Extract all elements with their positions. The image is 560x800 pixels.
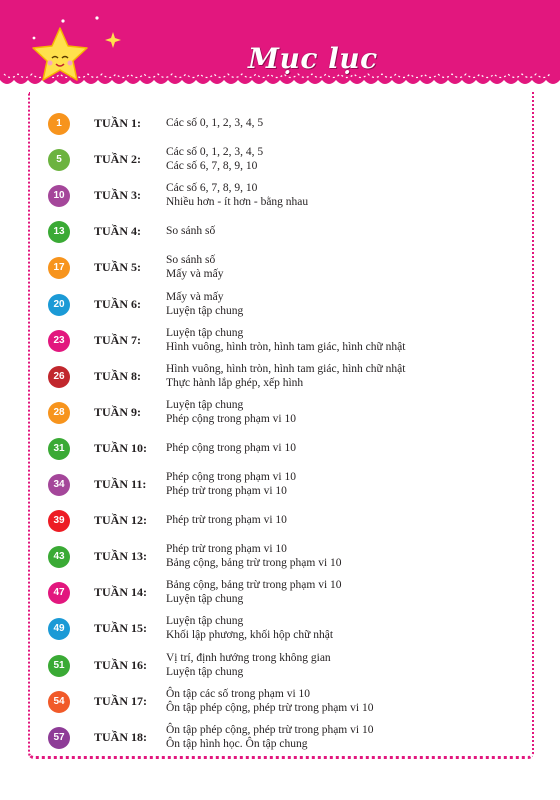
page-number-badge: 49 (48, 618, 70, 640)
topic-item: Ôn tập hình học. Ôn tập chung (166, 737, 308, 750)
topic-item: Các số 6, 7, 8, 9, 10 (166, 182, 258, 195)
week-label: TUẦN 4: (94, 224, 141, 239)
header-banner (0, 0, 560, 92)
topic-item: Hình vuông, hình tròn, hình tam giác, hình chữ nhật (166, 362, 406, 375)
week-label: TUẦN 17: (94, 693, 147, 708)
topic-item: Luyện tập chung (166, 398, 244, 411)
topic-item: Phép cộng trong phạm vi 10 (166, 441, 296, 454)
topic-item: Luyện tập chung (166, 665, 244, 678)
topic-item: Phép trừ trong phạm vi 10 (166, 485, 287, 497)
page-number-badge: 54 (48, 691, 70, 713)
topic-item: Khối lập phương, khối hộp chữ nhật (166, 629, 334, 642)
week-label: TUẦN 2: (94, 152, 141, 167)
toc-row[interactable] (0, 360, 560, 394)
topic-item: So sánh số (166, 254, 216, 267)
topic-list (166, 687, 373, 715)
page-number-badge: 39 (48, 510, 70, 532)
week-label: TUẦN 9: (94, 404, 141, 419)
week-label: TUẦN 3: (94, 188, 141, 203)
toc-row[interactable] (0, 504, 560, 538)
topic-item: Luyện tập chung (166, 326, 244, 339)
week-label: TUẦN 13: (94, 549, 147, 564)
page-number-badge: 57 (48, 727, 70, 749)
topic-list (166, 224, 215, 238)
topic-list (166, 116, 263, 130)
topic-item: Luyện tập chung (166, 615, 244, 628)
topic-item: Bảng cộng, bảng trừ trong phạm vi 10 (166, 579, 342, 592)
week-label: TUẦN 18: (94, 729, 147, 744)
topic-item: So sánh số (166, 225, 216, 238)
sparkle-dot-icon (61, 19, 64, 22)
topic-item: Luyện tập chung (166, 304, 244, 317)
topic-list (166, 398, 296, 426)
week-label: TUẦN 12: (94, 513, 147, 528)
week-label: TUẦN 16: (94, 657, 147, 672)
topic-list (166, 542, 342, 570)
week-label: TUẦN 14: (94, 585, 147, 600)
topic-item: Ôn tập phép cộng, phép trừ trong phạm vi 10 (166, 723, 374, 736)
topic-list (166, 253, 223, 281)
sparkle-dot-icon (33, 37, 36, 40)
topic-list (166, 470, 296, 498)
toc-row[interactable] (0, 396, 560, 430)
page-number-badge: 10 (48, 185, 70, 207)
toc-row[interactable] (0, 107, 560, 141)
page-number-badge: 13 (48, 221, 70, 243)
week-label: TUẦN 11: (94, 477, 147, 491)
toc-row[interactable] (0, 179, 560, 213)
topic-list (166, 290, 243, 318)
topic-list (166, 513, 287, 527)
week-label: TUẦN 5: (94, 260, 141, 275)
topic-item: Bảng cộng, bảng trừ trong phạm vi 10 (166, 557, 342, 570)
topic-list (166, 181, 308, 209)
page-number-badge: 34 (48, 474, 70, 496)
toc-row[interactable] (0, 215, 560, 249)
page-number-badge: 51 (48, 655, 70, 677)
week-label: TUẦN 1: (94, 116, 141, 130)
toc-row[interactable] (0, 649, 560, 683)
topic-list (166, 326, 405, 354)
topic-item: Phép cộng trong phạm vi 10 (166, 471, 296, 483)
toc-row[interactable] (0, 324, 560, 358)
page-number-badge: 5 (48, 149, 70, 171)
topic-item: Các số 6, 7, 8, 9, 10 (166, 160, 258, 173)
page-number-badge: 17 (48, 257, 70, 279)
topic-item: Ôn tập phép cộng, phép trừ trong phạm vi 10 (166, 701, 374, 714)
page-number-badge: 47 (48, 582, 70, 604)
topic-list (166, 723, 373, 751)
topic-list (166, 145, 263, 173)
toc-row[interactable] (0, 468, 560, 502)
week-label: TUẦN 10: (94, 440, 147, 455)
topic-item: Ôn tập các số trong phạm vi 10 (166, 687, 311, 700)
page-number-badge: 43 (48, 546, 70, 568)
page-number-badge: 23 (48, 330, 70, 352)
toc-row[interactable] (0, 576, 560, 610)
week-label: TUẦN 7: (94, 332, 141, 347)
toc-row[interactable] (0, 685, 560, 719)
topic-list (166, 651, 331, 679)
toc-row[interactable] (0, 432, 560, 466)
week-label: TUẦN 8: (94, 368, 141, 383)
page-number-badge: 31 (48, 438, 70, 460)
topic-list (166, 614, 333, 642)
toc-row[interactable] (0, 143, 560, 177)
topic-item: Các số 0, 1, 2, 3, 4, 5 (166, 146, 264, 159)
topic-list (166, 578, 342, 606)
topic-item: Hình vuông, hình tròn, hình tam giác, hình chữ nhật (166, 340, 406, 353)
topic-item: Mấy và mấy (166, 290, 224, 303)
topic-item: Thực hành lắp ghép, xếp hình (166, 376, 304, 389)
topic-item: Vị trí, định hướng trong không gian (166, 651, 331, 664)
toc-row[interactable] (0, 612, 560, 646)
page-number-badge: 20 (48, 294, 70, 316)
topic-item: Phép cộng trong phạm vi 10 (166, 412, 296, 425)
topic-item: Luyện tập chung (166, 593, 244, 606)
page-number-badge: 26 (48, 366, 70, 388)
toc-row[interactable] (0, 540, 560, 574)
topic-item: Nhiều hơn - ít hơn - bằng nhau (166, 196, 309, 209)
toc-row[interactable] (0, 251, 560, 285)
page-title: Mục lục (248, 42, 378, 75)
topic-item: Phép trừ trong phạm vi 10 (166, 543, 287, 556)
toc-row[interactable] (0, 721, 560, 755)
sparkle-dot-icon (95, 16, 98, 19)
topic-item: Phép trừ trong phạm vi 10 (166, 514, 287, 527)
page-number-badge: 28 (48, 402, 70, 424)
topic-item: Các số 0, 1, 2, 3, 4, 5 (166, 117, 264, 129)
toc-row[interactable] (0, 288, 560, 322)
page-number-badge: 1 (48, 113, 70, 135)
topic-list (166, 441, 296, 455)
week-label: TUẦN 15: (94, 621, 147, 636)
topic-list (166, 362, 405, 390)
week-label: TUẦN 6: (94, 296, 141, 311)
topic-item: Mấy và mấy (166, 268, 224, 281)
